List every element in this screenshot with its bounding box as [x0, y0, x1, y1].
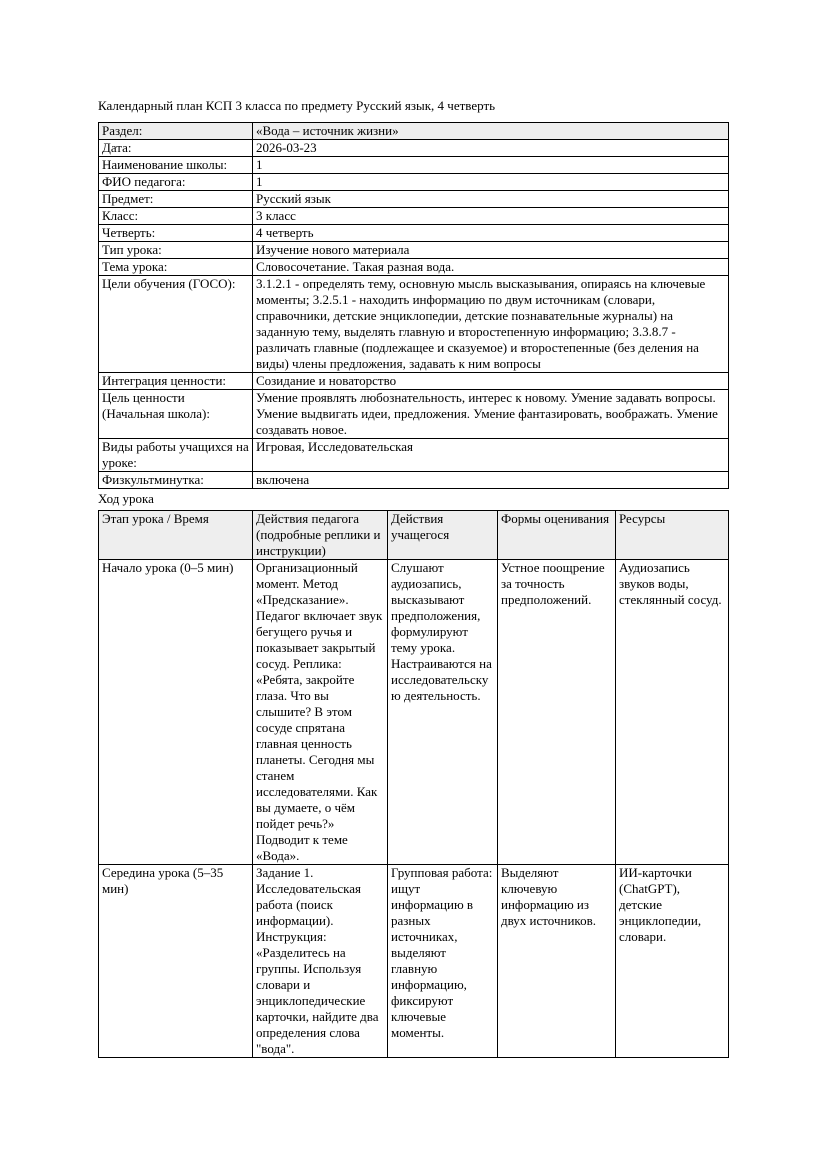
info-value-lesson-type: Изучение нового материала [253, 242, 729, 259]
info-value-razdel: «Вода – источник жизни» [253, 123, 729, 140]
info-label-lesson-topic: Тема урока: [99, 259, 253, 276]
document-page [98, 98, 728, 1058]
cell-stage: Середина урока (5–35 мин) [99, 865, 253, 1058]
table-row [99, 472, 729, 489]
info-label-fizkultminutka: Физкультминутка: [99, 472, 253, 489]
cell-teacher-actions: Задание 1. Исследовательская работа (поиск информации). Инструкция: «Разделитесь на группы. Используя словари и энциклопедические карточки, найдите два определения слова "вода". [253, 865, 388, 1058]
cell-assessment: Устное поощрение за точность предположений. [498, 560, 616, 865]
table-row [99, 439, 729, 472]
table-row [99, 208, 729, 225]
table-row [99, 140, 729, 157]
info-value-goals: 3.1.2.1 - определять тему, основную мысль высказывания, опираясь на ключевые моменты; 3.2.5.1 - находить информацию по двум источникам (словари, справочники, детские энциклопедии, детские познавательные журналы) на заданную тему, выделять главную и второстепенную информацию; 3.3.8.7 - различать главные (подлежащее и сказуемое) и второстепенные (без деления на виды) члены предложения, задавать к ним вопросы [253, 276, 729, 373]
info-value-date: 2026-03-23 [253, 140, 729, 157]
info-value-class: 3 класс [253, 208, 729, 225]
info-value-school: 1 [253, 157, 729, 174]
table-row [99, 390, 729, 439]
info-label-subject: Предмет: [99, 191, 253, 208]
info-value-quarter: 4 четверть [253, 225, 729, 242]
info-label-teacher: ФИО педагога: [99, 174, 253, 191]
info-value-fizkultminutka: включена [253, 472, 729, 489]
column-header-resources: Ресурсы [616, 511, 729, 560]
column-header-assessment: Формы оценивания [498, 511, 616, 560]
info-label-school: Наименование школы: [99, 157, 253, 174]
table-row [99, 157, 729, 174]
table-row [99, 225, 729, 242]
cell-teacher-actions: Организационный момент. Метод «Предсказание». Педагог включает звук бегущего ручья и показывает закрытый сосуд. Реплика: «Ребята, закройте глаза. Что вы слышите? В этом сосуде спрятана главная ценность планеты. Сегодня мы станем исследователями. Как вы думаете, о чём пойдет речь?» Подводит к теме «Вода». [253, 560, 388, 865]
table-row [99, 373, 729, 390]
info-label-goals: Цели обучения (ГОСО): [99, 276, 253, 373]
table-row [99, 191, 729, 208]
info-label-values-goal: Цель ценности (Начальная школа): [99, 390, 253, 439]
lesson-table [98, 510, 729, 1058]
info-label-date: Дата: [99, 140, 253, 157]
column-header-teacher-actions: Действия педагога (подробные реплики и инструкции) [253, 511, 388, 560]
info-value-values-goal: Умение проявлять любознательность, интерес к новому. Умение задавать вопросы. Умение выдвигать идеи, предложения. Умение фантазировать, воображать. Умение создавать новое. [253, 390, 729, 439]
info-label-class: Класс: [99, 208, 253, 225]
info-value-values-integration: Созидание и новаторство [253, 373, 729, 390]
info-value-work-types: Игровая, Исследовательская [253, 439, 729, 472]
table-row [99, 560, 729, 865]
table-row [99, 174, 729, 191]
column-header-stage: Этап урока / Время [99, 511, 253, 560]
table-row [99, 865, 729, 1058]
info-value-teacher: 1 [253, 174, 729, 191]
cell-resources: Аудиозапись звуков воды, стеклянный сосуд. [616, 560, 729, 865]
table-row [99, 123, 729, 140]
cell-resources: ИИ-карточки (ChatGPT), детские энциклопедии, словари. [616, 865, 729, 1058]
info-label-quarter: Четверть: [99, 225, 253, 242]
page-title: Календарный план КСП 3 класса по предмету Русский язык, 4 четверть [98, 98, 496, 113]
column-header-student-actions: Действия учащегося [388, 511, 498, 560]
info-value-subject: Русский язык [253, 191, 729, 208]
info-table [98, 122, 729, 489]
info-value-lesson-topic: Словосочетание. Такая разная вода. [253, 259, 729, 276]
table-row [99, 242, 729, 259]
cell-stage: Начало урока (0–5 мин) [99, 560, 253, 865]
info-label-lesson-type: Тип урока: [99, 242, 253, 259]
table-row [99, 259, 729, 276]
table-row [99, 276, 729, 373]
info-label-razdel: Раздел: [99, 123, 253, 140]
section-heading: Ход урока [98, 491, 154, 506]
cell-student-actions: Групповая работа: ищут информацию в разных источниках, выделяют главную информацию, фиксируют ключевые моменты. [388, 865, 498, 1058]
cell-assessment: Выделяют ключевую информацию из двух источников. [498, 865, 616, 1058]
cell-student-actions: Слушают аудиозапись, высказывают предположения, формулируют тему урока. Настраиваются на исследовательскую деятельность. [388, 560, 498, 865]
info-label-values-integration: Интеграция ценности: [99, 373, 253, 390]
table-header-row [99, 511, 729, 560]
info-label-work-types: Виды работы учащихся на уроке: [99, 439, 253, 472]
